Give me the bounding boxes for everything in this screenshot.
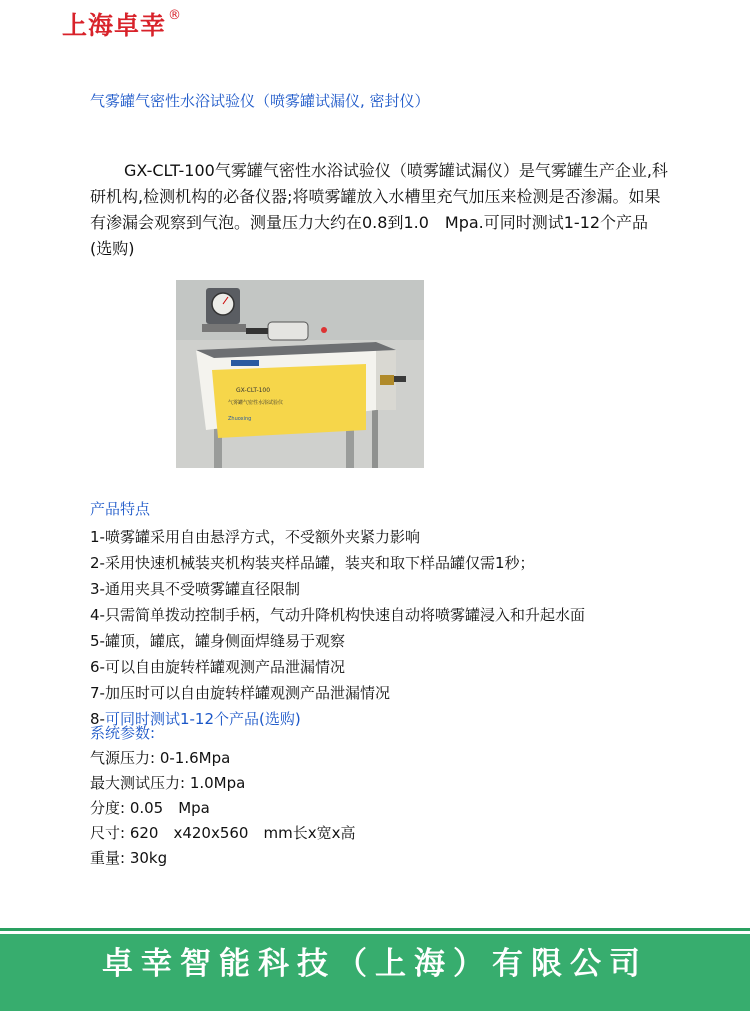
- company-name: 卓幸智能科技（上海）有限公司: [102, 946, 648, 982]
- list-item: 1-喷雾罐采用自由悬浮方式，不受额外夹紧力影响: [90, 528, 420, 546]
- list-item-prefix: 8-: [90, 710, 105, 728]
- list-item-highlight: 可同时测试1-12个产品(选购): [104, 710, 301, 728]
- spec-item: 最大测试压力: 1.0Mpa: [90, 774, 246, 792]
- list-item: [90, 706, 690, 732]
- feature-list: [90, 524, 690, 732]
- logo-text: 上海卓幸: [62, 11, 167, 40]
- specs-heading: 系统参数:: [90, 724, 156, 742]
- panel-caption-text: 气雾罐气密性水浴试验仪: [228, 400, 284, 406]
- intro-paragraph: GX-CLT-100气雾罐气密性水浴试验仪（喷雾罐试漏仪）是气雾罐生产企业,科研机构,检测机构的必备仪器;将喷雾罐放入水槽里充气加压来检测是否渗漏。如果有渗漏会观察到气泡。测量压力大约在0.8到1.0 Mpa.可同时测试1-12个产品(选购): [90, 161, 668, 258]
- footer-divider: [0, 928, 750, 931]
- water-bath-tester-illustration: [176, 280, 424, 468]
- company-logo: [62, 6, 182, 40]
- features-heading: 产品特点: [90, 500, 151, 518]
- list-item: 3-通用夹具不受喷雾罐直径限制: [90, 580, 300, 598]
- footer-banner: [0, 934, 750, 1011]
- product-photo: [176, 280, 424, 468]
- list-item: 5-罐顶，罐底，罐身侧面焊缝易于观察: [90, 632, 345, 650]
- list-item: 4-只需简单拨动控制手柄，气动升降机构快速自动将喷雾罐浸入和升起水面: [90, 606, 585, 624]
- spec-item: 尺寸: 620 x420x560 mm长x宽x高: [90, 824, 356, 842]
- panel-model-text: GX-CLT-100: [236, 387, 271, 394]
- spec-item: 气源压力: 0-1.6Mpa: [90, 749, 231, 767]
- spec-item: 重量: 30kg: [90, 849, 168, 867]
- registered-mark: ®: [168, 8, 183, 23]
- spec-item: 分度: 0.05 Mpa: [90, 799, 210, 817]
- list-item: 2-采用快速机械装夹机构装夹样品罐，装夹和取下样品罐仅需1秒；: [90, 554, 535, 572]
- panel-logo-text: Zhuoxing: [228, 416, 252, 422]
- list-item: 6-可以自由旋转样罐观测产品泄漏情况: [90, 658, 345, 676]
- page-title: 气雾罐气密性水浴试验仪（喷雾罐试漏仪, 密封仪）: [90, 92, 430, 110]
- spec-list: [90, 746, 355, 871]
- list-item: 7-加压时可以自由旋转样罐观测产品泄漏情况: [90, 684, 390, 702]
